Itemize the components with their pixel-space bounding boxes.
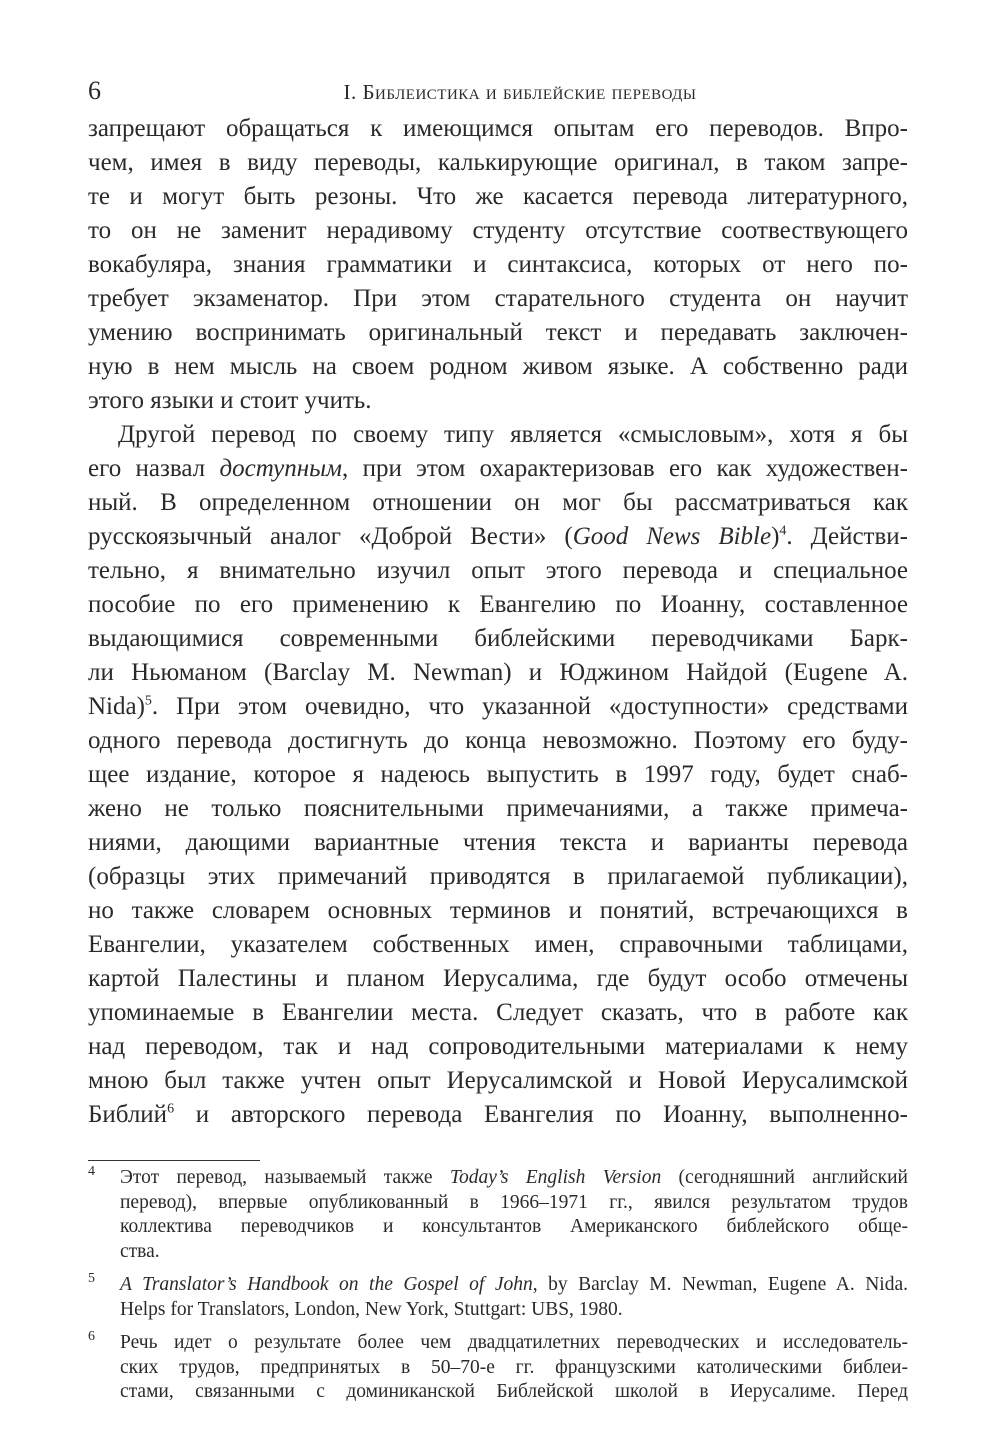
- footnote-ref[interactable]: 4: [779, 523, 787, 539]
- footnote-number: 6: [88, 1329, 95, 1344]
- footnote-line: [120, 1240, 908, 1265]
- text-line: [88, 1064, 908, 1098]
- footnote-5: [88, 1273, 908, 1322]
- text-run: . Действи-: [786, 523, 908, 550]
- italic-text: Today’s English Version: [449, 1167, 662, 1188]
- text-run: пособие по его применению к Евангелию по Иоанну, составленное: [88, 591, 908, 618]
- text-run: ских трудов, предпринятых в 50–70-е гг. французскими католическими библеи-: [120, 1356, 908, 1378]
- text-line: [88, 996, 908, 1030]
- text-run: одного перевода достигнуть до конца невозможно. Поэтому его буду-: [88, 727, 908, 754]
- italic-text: Good News Bible: [572, 523, 772, 550]
- footnote-line: [120, 1356, 908, 1381]
- text-line: [88, 894, 908, 928]
- text-run: ную в нем мысль на своем родном живом языке. А собственно ради: [88, 353, 908, 380]
- italic-text: A Translator’s Handbook on the Gospel of John: [120, 1274, 533, 1295]
- footnote-line: [120, 1331, 908, 1356]
- footnote-ref[interactable]: 5: [144, 693, 152, 709]
- text-line: [88, 792, 908, 826]
- text-run: Евангелии, указателем собственных имен, справочными таблицами,: [88, 931, 908, 958]
- text-line: [88, 146, 908, 180]
- text-line: [88, 418, 908, 452]
- text-run: Nida): [88, 693, 145, 720]
- text-line: [88, 690, 908, 724]
- text-run: ли Ньюманом (Barclay M. Newman) и Юджином Найдой (Eugene A.: [88, 659, 908, 686]
- text-line: [88, 214, 908, 248]
- footnote-line: [120, 1166, 908, 1191]
- text-run: но также словарем основных терминов и понятий, встречающихся в: [88, 897, 908, 924]
- text-run: запрещают обращаться к имеющимся опытам его переводов. Впро-: [88, 115, 908, 142]
- text-line: [88, 554, 908, 588]
- footnote-line: [120, 1191, 908, 1216]
- text-run: Этот перевод, называемый также: [120, 1167, 450, 1188]
- running-head: I. Библеистика и библейские переводы: [343, 80, 697, 104]
- text-run: , при этом охарактеризовав его как художествен-: [342, 455, 908, 482]
- text-line: [88, 282, 908, 316]
- text-run: Helps for Translators, London, New York, Stuttgart: UBS, 1980.: [120, 1298, 623, 1320]
- text-run: щее издание, которое я надеюсь выпустить в 1997 году, будет снаб-: [88, 761, 908, 788]
- text-run: те и могут быть резоны. Что же касается перевода литературного,: [88, 183, 908, 210]
- text-run: чем, имея в виду переводы, калькирующие оригинал, в таком запре-: [88, 149, 908, 176]
- text-run: то он не заменит нерадивому студенту отсутствие соотвествующего: [88, 217, 908, 244]
- text-run: ства.: [120, 1240, 160, 1262]
- text-line: [88, 316, 908, 350]
- text-line: [88, 962, 908, 996]
- footnotes: [88, 1166, 908, 1414]
- text-run: (образцы этих примечаний приводятся в прилагаемой публикации),: [88, 863, 908, 890]
- italic-text: доступным: [219, 455, 343, 482]
- page-number: 6: [88, 76, 101, 105]
- footnote-line: [120, 1273, 908, 1298]
- text-run: тельно, я внимательно изучил опыт этого перевода и специальное: [88, 557, 908, 584]
- text-run: мною был также учтен опыт Иерусалимской и Новой Иерусалимской: [88, 1067, 908, 1094]
- text-run: вокабуляра, знания грамматики и синтаксиса, которых от него по-: [88, 251, 908, 278]
- text-line: [88, 860, 908, 894]
- text-run: . При этом очевидно, что указанной «доступности» средствами: [151, 693, 908, 720]
- text-line: [88, 520, 908, 554]
- text-line: [88, 826, 908, 860]
- text-line: [88, 350, 908, 384]
- text-line: [88, 384, 908, 418]
- text-line: [88, 1030, 908, 1064]
- footnote-line: [120, 1380, 908, 1405]
- text-run: Другой перевод по своему типу является «смысловым», хотя я бы: [118, 421, 908, 448]
- text-run: , by Barclay M. Newman, Eugene A. Nida.: [532, 1274, 908, 1295]
- text-line: [88, 248, 908, 282]
- text-run: ниями, дающими вариантные чтения текста и варианты перевода: [88, 829, 908, 856]
- text-run: упоминаемые в Евангелии места. Следует сказать, что в работе как: [88, 999, 908, 1026]
- footnote-divider: [88, 1160, 260, 1161]
- text-run: ный. В определенном отношении он мог бы рассматриваться как: [88, 489, 908, 516]
- footnote-ref[interactable]: 6: [167, 1101, 175, 1117]
- text-run: умению воспринимать оригинальный текст и передавать заключен-: [88, 319, 908, 346]
- text-line: [88, 180, 908, 214]
- text-line: [88, 1098, 908, 1132]
- text-run: его назвал: [88, 455, 220, 482]
- text-line: [88, 656, 908, 690]
- text-run: перевод), впервые опубликованный в 1966–1971 гг., явился результатом трудов: [120, 1191, 908, 1213]
- footnote-number: 5: [88, 1271, 95, 1286]
- text-run: над переводом, так и над сопроводительными материалами к нему: [88, 1033, 908, 1060]
- text-line: [88, 486, 908, 520]
- text-run: Библий: [88, 1101, 168, 1128]
- text-line: [88, 588, 908, 622]
- footnote-line: [120, 1298, 908, 1323]
- text-run: требует экзаменатор. При этом старательного студента он научит: [88, 285, 908, 312]
- text-run: стами, связанными с доминиканской Библейской школой в Иерусалиме. Перед: [120, 1381, 908, 1402]
- text-run: выдающимися современными библейскими переводчиками Барк-: [88, 625, 908, 652]
- text-line: [88, 112, 908, 146]
- footnote-number: 4: [88, 1164, 95, 1179]
- footnote-line: [120, 1215, 908, 1240]
- text-line: [88, 758, 908, 792]
- text-run: Речь идет о результате более чем двадцатилетних переводческих и исследователь-: [120, 1332, 908, 1353]
- text-line: [88, 724, 908, 758]
- text-run: русскоязычный аналог «Доброй Вести» (: [88, 523, 573, 550]
- text-line: [88, 452, 908, 486]
- text-run: жено не только пояснительными примечаниями, а также примеча-: [88, 795, 908, 822]
- footnote-6: [88, 1331, 908, 1405]
- text-run: (сегодняшний английский: [661, 1167, 908, 1188]
- footnote-4: [88, 1166, 908, 1264]
- text-run: картой Палестины и планом Иерусалима, где будут особо отмечены: [88, 965, 908, 992]
- main-text: [88, 112, 908, 1132]
- text-run: и авторского перевода Евангелия по Иоанну, выполненно-: [174, 1101, 908, 1128]
- text-run: коллектива переводчиков и консультантов Американского библейского обще-: [120, 1216, 908, 1237]
- text-line: [88, 622, 908, 656]
- text-run: этого языки и стоит учить.: [88, 387, 372, 414]
- text-line: [88, 928, 908, 962]
- text-run: ): [771, 523, 780, 550]
